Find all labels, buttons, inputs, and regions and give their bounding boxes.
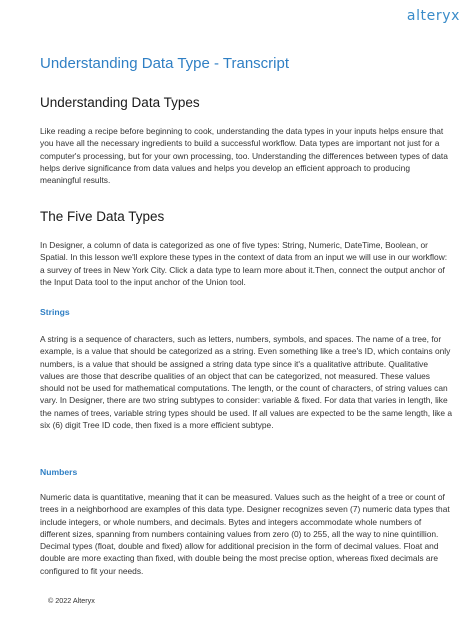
- section-heading-understanding-data-types: Understanding Data Types: [40, 95, 200, 110]
- footer-copyright: © 2022 Alteryx: [48, 596, 95, 605]
- document-title: Understanding Data Type - Transcript: [40, 55, 290, 72]
- alteryx-logo: alteryx: [406, 8, 460, 24]
- subheading-strings: Strings: [40, 307, 70, 317]
- paragraph-numbers: Numeric data is quantitative, meaning that it can be measured. Values such as the height of a tree or count of trees in a neighborhood are examples of this data type. Designer recognizes seven (7) numeric data types that include integers, or whole numbers, and decimals. Bytes and integers accommodate whole numbers of different sizes, spanning from numbers containing values from zero (0) to 255, all the way to nine quintillion. Decimal types (float, double and fixed) allow for additional precision in the form of decimal values. Float and double are more exacting than fixed, with double being the most precise option, whereas fixed decimals are configured to fit your needs.: [40, 492, 450, 576]
- section-body-five-data-types: In Designer, a column of data is categorized as one of five types: String, Numeric, DateTime, Boolean, or Spatial. In this lesson we'll explore these types in the context of data from an input we will use in our workflow: a survey of trees in New York City. Click a data type to learn more about it.Then, connect the output anchor of the Input Data tool to the input anchor of the Union tool.: [40, 240, 448, 287]
- subheading-numbers: Numbers: [40, 467, 78, 477]
- paragraph-strings: A string is a sequence of characters, such as letters, numbers, symbols, and spaces. The name of a tree, for example, is a value that should be categorized as a string. Even something like a tree's ID, which contains only numbers, is a value that should be assigned a string data type since it's a qualitative attribute. Qualitative values are those that describe qualities of an object that can be categorized, not measured. These values should not be used for mathematical computations. The length, or the count of characters, of string values can vary. In Designer, there are two string subtypes to consider: variable & fixed. For data that varies in length, like the names of trees, variable string types should be used. If all values are expected to be the same length, like a six (6) digit Tree ID code, then fixed is a more efficient subtype.: [40, 334, 453, 431]
- section-heading-five-data-types: The Five Data Types: [40, 209, 165, 224]
- section-body-understanding-data-types: Like reading a recipe before beginning to cook, understanding the data types in your inputs helps ensure that you have all the necessary ingredients to build a successful workflow. Data types are important not just for a computer's processing, but for your own processing, too. Understanding the differences between types of data helps derive significance from data values and helps you develop an efficient approach to producing meaningful results.: [40, 126, 448, 186]
